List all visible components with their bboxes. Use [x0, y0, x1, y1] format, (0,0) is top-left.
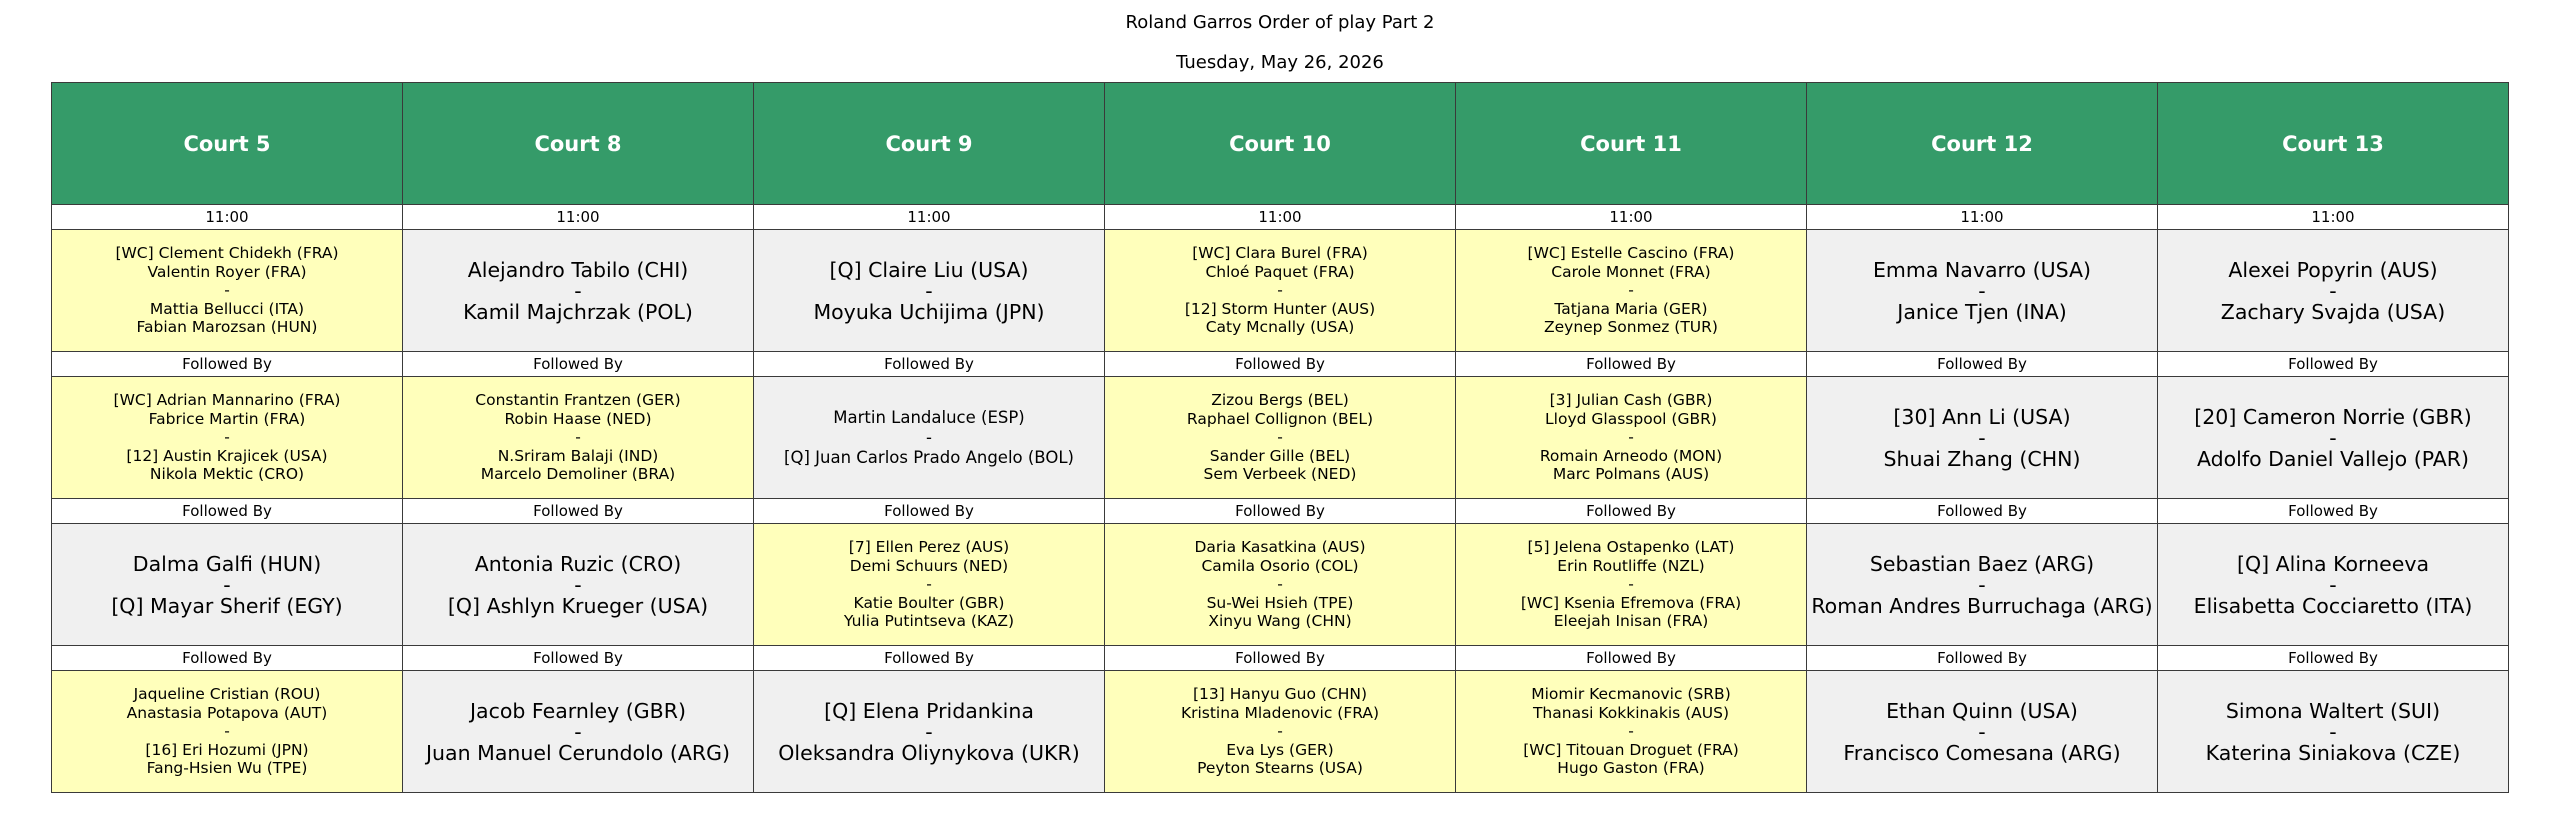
versus-separator: -	[574, 572, 582, 597]
versus-separator: -	[1628, 575, 1634, 594]
player-name: Anastasia Potapova (AUT)	[126, 703, 328, 722]
singles-match-cell	[754, 377, 1105, 499]
player-name: Peyton Stearns (USA)	[1197, 759, 1363, 778]
match-row	[52, 377, 2509, 499]
player-name: Yulia Putintseva (KAZ)	[843, 612, 1015, 631]
followed-by-label: Followed By	[754, 499, 1105, 524]
player-name: Roman Andres Burruchaga (ARG)	[1811, 593, 2153, 618]
player-name: Fabrice Martin (FRA)	[148, 409, 306, 428]
start-time: 11:00	[1807, 205, 2158, 230]
player-name: [Q] Claire Liu (USA)	[829, 257, 1029, 282]
versus-separator: -	[1628, 281, 1634, 300]
player-name: Nikola Mektic (CRO)	[149, 465, 305, 484]
schedule-body	[52, 205, 2509, 793]
order-of-play-table	[51, 82, 2509, 793]
versus-separator: -	[1277, 281, 1283, 300]
doubles-match-cell	[1456, 671, 1807, 793]
player-name: Demi Schuurs (NED)	[849, 556, 1009, 575]
player-name: Lloyd Glasspool (GBR)	[1545, 409, 1717, 428]
followed-by-row	[52, 499, 2509, 524]
court-header: Court 8	[403, 83, 754, 205]
versus-separator: -	[926, 427, 932, 447]
player-name: Janice Tjen (INA)	[1897, 299, 2067, 324]
followed-by-label: Followed By	[403, 646, 754, 671]
player-name: Ethan Quinn (USA)	[1886, 698, 2078, 723]
start-time-row	[52, 205, 2509, 230]
player-name: Hugo Gaston (FRA)	[1557, 759, 1705, 778]
player-name: [Q] Elena Pridankina	[824, 698, 1034, 723]
singles-match-cell	[403, 524, 754, 646]
singles-match-cell	[2158, 230, 2509, 352]
player-name: Robin Haase (NED)	[504, 409, 652, 428]
player-name: [Q] Alina Korneeva	[2236, 551, 2430, 576]
player-name: Caty Mcnally (USA)	[1205, 318, 1355, 337]
page-title: Roland Garros Order of play Part 2	[1125, 12, 1435, 33]
player-name: Xinyu Wang (CHN)	[1208, 612, 1352, 631]
player-name: Mattia Bellucci (ITA)	[149, 299, 305, 318]
versus-separator: -	[926, 575, 932, 594]
singles-match-cell	[2158, 671, 2509, 793]
followed-by-label: Followed By	[754, 646, 1105, 671]
player-name: Valentin Royer (FRA)	[147, 262, 307, 281]
versus-separator: -	[1978, 572, 1986, 597]
followed-by-label: Followed By	[1456, 499, 1807, 524]
singles-match-cell	[403, 671, 754, 793]
player-name: Zizou Bergs (BEL)	[1211, 391, 1349, 410]
singles-match-cell	[754, 671, 1105, 793]
followed-by-label: Followed By	[1105, 352, 1456, 377]
doubles-match-cell	[1456, 230, 1807, 352]
player-name: Martin Landaluce (ESP)	[833, 407, 1025, 427]
player-name: [12] Storm Hunter (AUS)	[1184, 299, 1376, 318]
versus-separator: -	[2329, 278, 2337, 303]
player-name: Emma Navarro (USA)	[1872, 257, 2092, 282]
player-name: Kristina Mladenovic (FRA)	[1180, 703, 1380, 722]
versus-separator: -	[2329, 719, 2337, 744]
player-name: [WC] Ksenia Efremova (FRA)	[1520, 593, 1742, 612]
player-name: Eleejah Inisan (FRA)	[1553, 612, 1709, 631]
start-time: 11:00	[52, 205, 403, 230]
start-time: 11:00	[754, 205, 1105, 230]
player-name: Erin Routliffe (NZL)	[1557, 556, 1705, 575]
doubles-match-cell	[1456, 377, 1807, 499]
player-name: [Q] Juan Carlos Prado Angelo (BOL)	[784, 447, 1074, 467]
singles-match-cell	[52, 524, 403, 646]
player-name: Oleksandra Oliynykova (UKR)	[778, 740, 1080, 765]
player-name: Kamil Majchrzak (POL)	[463, 299, 693, 324]
player-name: Katerina Siniakova (CZE)	[2205, 740, 2461, 765]
player-name: Eva Lys (GER)	[1226, 740, 1334, 759]
player-name: [30] Ann Li (USA)	[1893, 404, 2071, 429]
versus-separator: -	[2329, 572, 2337, 597]
followed-by-label: Followed By	[754, 352, 1105, 377]
player-name: [3] Julian Cash (GBR)	[1549, 391, 1713, 410]
doubles-match-cell	[1105, 671, 1456, 793]
start-time: 11:00	[1456, 205, 1807, 230]
player-name: [7] Ellen Perez (AUS)	[848, 538, 1010, 557]
singles-match-cell	[754, 230, 1105, 352]
versus-separator: -	[925, 719, 933, 744]
player-name: [WC] Titouan Droguet (FRA)	[1523, 740, 1739, 759]
singles-match-cell	[2158, 377, 2509, 499]
singles-match-cell	[1807, 377, 2158, 499]
versus-separator: -	[224, 428, 230, 447]
doubles-match-cell	[1105, 524, 1456, 646]
doubles-match-cell	[403, 377, 754, 499]
player-name: [WC] Clara Burel (FRA)	[1192, 244, 1368, 263]
followed-by-label: Followed By	[1807, 352, 2158, 377]
versus-separator: -	[1277, 428, 1283, 447]
versus-separator: -	[2329, 425, 2337, 450]
court-header: Court 9	[754, 83, 1105, 205]
player-name: N.Sriram Balaji (IND)	[497, 446, 659, 465]
followed-by-label: Followed By	[52, 352, 403, 377]
versus-separator: -	[223, 572, 231, 597]
followed-by-row	[52, 646, 2509, 671]
versus-separator: -	[224, 281, 230, 300]
doubles-match-cell	[52, 230, 403, 352]
player-name: Adolfo Daniel Vallejo (PAR)	[2196, 446, 2470, 471]
player-name: [WC] Adrian Mannarino (FRA)	[113, 391, 341, 410]
player-name: Francisco Comesana (ARG)	[1843, 740, 2121, 765]
doubles-match-cell	[52, 377, 403, 499]
player-name: Alexei Popyrin (AUS)	[2228, 257, 2438, 282]
doubles-match-cell	[1456, 524, 1807, 646]
player-name: [16] Eri Hozumi (JPN)	[145, 740, 309, 759]
player-name: Katie Boulter (GBR)	[853, 593, 1005, 612]
followed-by-label: Followed By	[1105, 499, 1456, 524]
versus-separator: -	[925, 278, 933, 303]
player-name: [20] Cameron Norrie (GBR)	[2194, 404, 2472, 429]
versus-separator: -	[1628, 428, 1634, 447]
player-name: Constantin Frantzen (GER)	[475, 391, 681, 410]
followed-by-label: Followed By	[1456, 646, 1807, 671]
player-name: [WC] Estelle Cascino (FRA)	[1527, 244, 1735, 263]
court-header: Court 11	[1456, 83, 1807, 205]
versus-separator: -	[1978, 719, 1986, 744]
versus-separator: -	[574, 719, 582, 744]
doubles-match-cell	[52, 671, 403, 793]
page-date: Tuesday, May 26, 2026	[1176, 52, 1384, 73]
player-name: Camila Osorio (COL)	[1201, 556, 1359, 575]
followed-by-label: Followed By	[2158, 499, 2509, 524]
versus-separator: -	[1978, 425, 1986, 450]
player-name: Carole Monnet (FRA)	[1551, 262, 1711, 281]
followed-by-label: Followed By	[403, 352, 754, 377]
player-name: Dalma Galfi (HUN)	[132, 551, 322, 576]
player-name: Marc Polmans (AUS)	[1552, 465, 1710, 484]
player-name: Sem Verbeek (NED)	[1203, 465, 1357, 484]
court-header-row	[52, 83, 2509, 205]
versus-separator: -	[1978, 278, 1986, 303]
player-name: [13] Hanyu Guo (CHN)	[1192, 685, 1368, 704]
player-name: Simona Waltert (SUI)	[2225, 698, 2441, 723]
followed-by-label: Followed By	[52, 646, 403, 671]
singles-match-cell	[403, 230, 754, 352]
start-time: 11:00	[403, 205, 754, 230]
versus-separator: -	[1277, 575, 1283, 594]
match-row	[52, 671, 2509, 793]
match-row	[52, 524, 2509, 646]
player-name: Shuai Zhang (CHN)	[1883, 446, 2081, 471]
singles-match-cell	[2158, 524, 2509, 646]
court-header: Court 13	[2158, 83, 2509, 205]
start-time: 11:00	[2158, 205, 2509, 230]
followed-by-label: Followed By	[403, 499, 754, 524]
player-name: Fabian Marozsan (HUN)	[136, 318, 318, 337]
player-name: Juan Manuel Cerundolo (ARG)	[426, 740, 730, 765]
player-name: Sebastian Baez (ARG)	[1869, 551, 2095, 576]
followed-by-label: Followed By	[52, 499, 403, 524]
followed-by-row	[52, 352, 2509, 377]
followed-by-label: Followed By	[2158, 352, 2509, 377]
singles-match-cell	[1807, 524, 2158, 646]
followed-by-label: Followed By	[1807, 646, 2158, 671]
followed-by-label: Followed By	[1456, 352, 1807, 377]
versus-separator: -	[1277, 722, 1283, 741]
singles-match-cell	[1807, 671, 2158, 793]
player-name: [Q] Ashlyn Krueger (USA)	[447, 593, 709, 618]
court-header: Court 10	[1105, 83, 1456, 205]
player-name: [12] Austin Krajicek (USA)	[126, 446, 328, 465]
match-row	[52, 230, 2509, 352]
followed-by-label: Followed By	[2158, 646, 2509, 671]
player-name: Elisabetta Cocciaretto (ITA)	[2193, 593, 2473, 618]
player-name: Antonia Ruzic (CRO)	[474, 551, 682, 576]
player-name: Alejandro Tabilo (CHI)	[467, 257, 689, 282]
player-name: Zachary Svajda (USA)	[2220, 299, 2446, 324]
doubles-match-cell	[1105, 230, 1456, 352]
player-name: Zeynep Sonmez (TUR)	[1544, 318, 1718, 337]
doubles-match-cell	[754, 524, 1105, 646]
versus-separator: -	[1628, 722, 1634, 741]
player-name: Fang-Hsien Wu (TPE)	[146, 759, 308, 778]
player-name: Sander Gille (BEL)	[1209, 446, 1351, 465]
player-name: Daria Kasatkina (AUS)	[1194, 538, 1366, 557]
court-header: Court 5	[52, 83, 403, 205]
followed-by-label: Followed By	[1105, 646, 1456, 671]
player-name: Su-Wei Hsieh (TPE)	[1206, 593, 1354, 612]
player-name: Moyuka Uchijima (JPN)	[813, 299, 1045, 324]
player-name: Romain Arneodo (MON)	[1539, 446, 1723, 465]
player-name: Tatjana Maria (GER)	[1554, 299, 1708, 318]
player-name: [Q] Mayar Sherif (EGY)	[111, 593, 343, 618]
singles-match-cell	[1807, 230, 2158, 352]
doubles-match-cell	[1105, 377, 1456, 499]
start-time: 11:00	[1105, 205, 1456, 230]
versus-separator: -	[574, 278, 582, 303]
player-name: Raphael Collignon (BEL)	[1186, 409, 1374, 428]
player-name: Thanasi Kokkinakis (AUS)	[1532, 703, 1730, 722]
player-name: Jaqueline Cristian (ROU)	[133, 685, 321, 704]
player-name: Jacob Fearnley (GBR)	[469, 698, 686, 723]
player-name: Miomir Kecmanovic (SRB)	[1531, 685, 1731, 704]
court-header: Court 12	[1807, 83, 2158, 205]
player-name: [WC] Clement Chidekh (FRA)	[115, 244, 339, 263]
player-name: Marcelo Demoliner (BRA)	[480, 465, 676, 484]
versus-separator: -	[224, 722, 230, 741]
versus-separator: -	[575, 428, 581, 447]
player-name: [5] Jelena Ostapenko (LAT)	[1527, 538, 1735, 557]
followed-by-label: Followed By	[1807, 499, 2158, 524]
player-name: Chloé Paquet (FRA)	[1205, 262, 1355, 281]
